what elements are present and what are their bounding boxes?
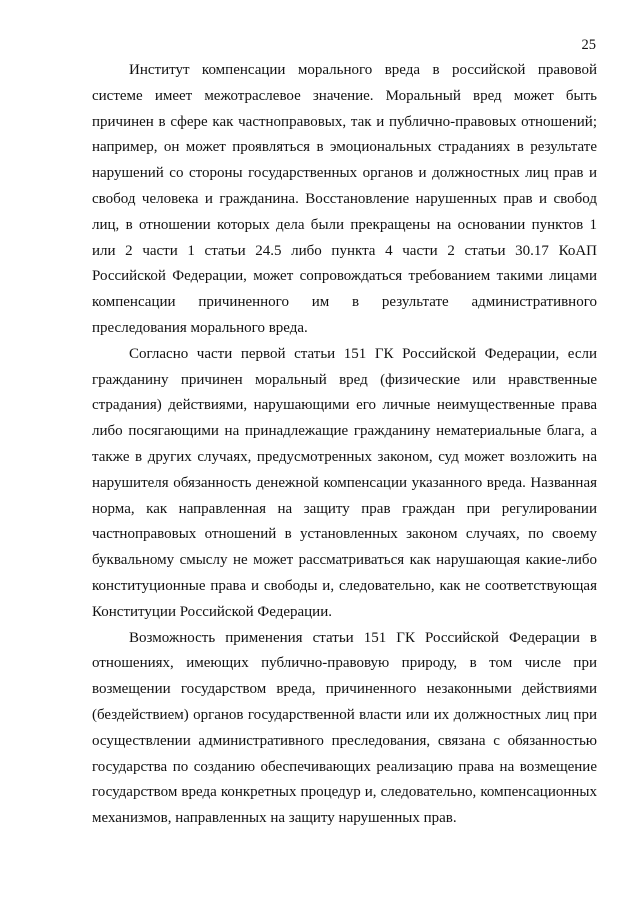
- document-body: [92, 58, 597, 832]
- paragraph-article-151-civil-code: Согласно части первой статьи 151 ГК Российской Федерации, если гражданину причинен моральный вред (физические или нравственные страдания) действиями, нарушающими его личные неимущественные права либо посягающими на принадлежащие гражданину нематериальные блага, а также в других случаях, предусмотренных законом, суд может возложить на нарушителя обязанность денежной компенсации указанного вреда. Названная норма, как направленная на защиту прав граждан при регулировании частноправовых отношений в установленных законом случаях, по своему буквальному смыслу не может рассматриваться как нарушающая какие-либо конституционные права и свободы и, следовательно, как не соответствующая Конституции Российской Федерации.: [92, 345, 597, 620]
- paragraph-public-law-application: Возможность применения статьи 151 ГК Российской Федерации в отношениях, имеющих публично-правовую природу, в том числе при возмещении государством вреда, причиненного незаконными действиями (бездействием) органов государственной власти или их должностных лиц при осуществлении административного преследования, связана с обязанностью государства по созданию обеспечивающих реализацию права на возмещение государством вреда конкретных процедур и, следовательно, компенсационных механизмов, направленных на защиту нарушенных прав.: [92, 629, 597, 827]
- page-number: 25: [581, 37, 596, 53]
- paragraph-moral-harm-institute: Институт компенсации морального вреда в российской правовой системе имеет межотраслевое значение. Моральный вред может быть причинен в сфере как частноправовых, так и публично-правовых отношений; например, он может проявляться в эмоциональных страданиях в результате нарушений со стороны государственных органов и должностных лиц прав и свобод человека и гражданина. Восстановление нарушенных прав и свобод лиц, в отношении которых дела были прекращены на основании пунктов 1 или 2 части 1 статьи 24.5 либо пункта 4 части 2 статьи 30.17 КоАП Российской Федерации, может сопровождаться требованием такими лицами компенсации причиненного им в результате административного преследования морального вреда.: [92, 62, 597, 336]
